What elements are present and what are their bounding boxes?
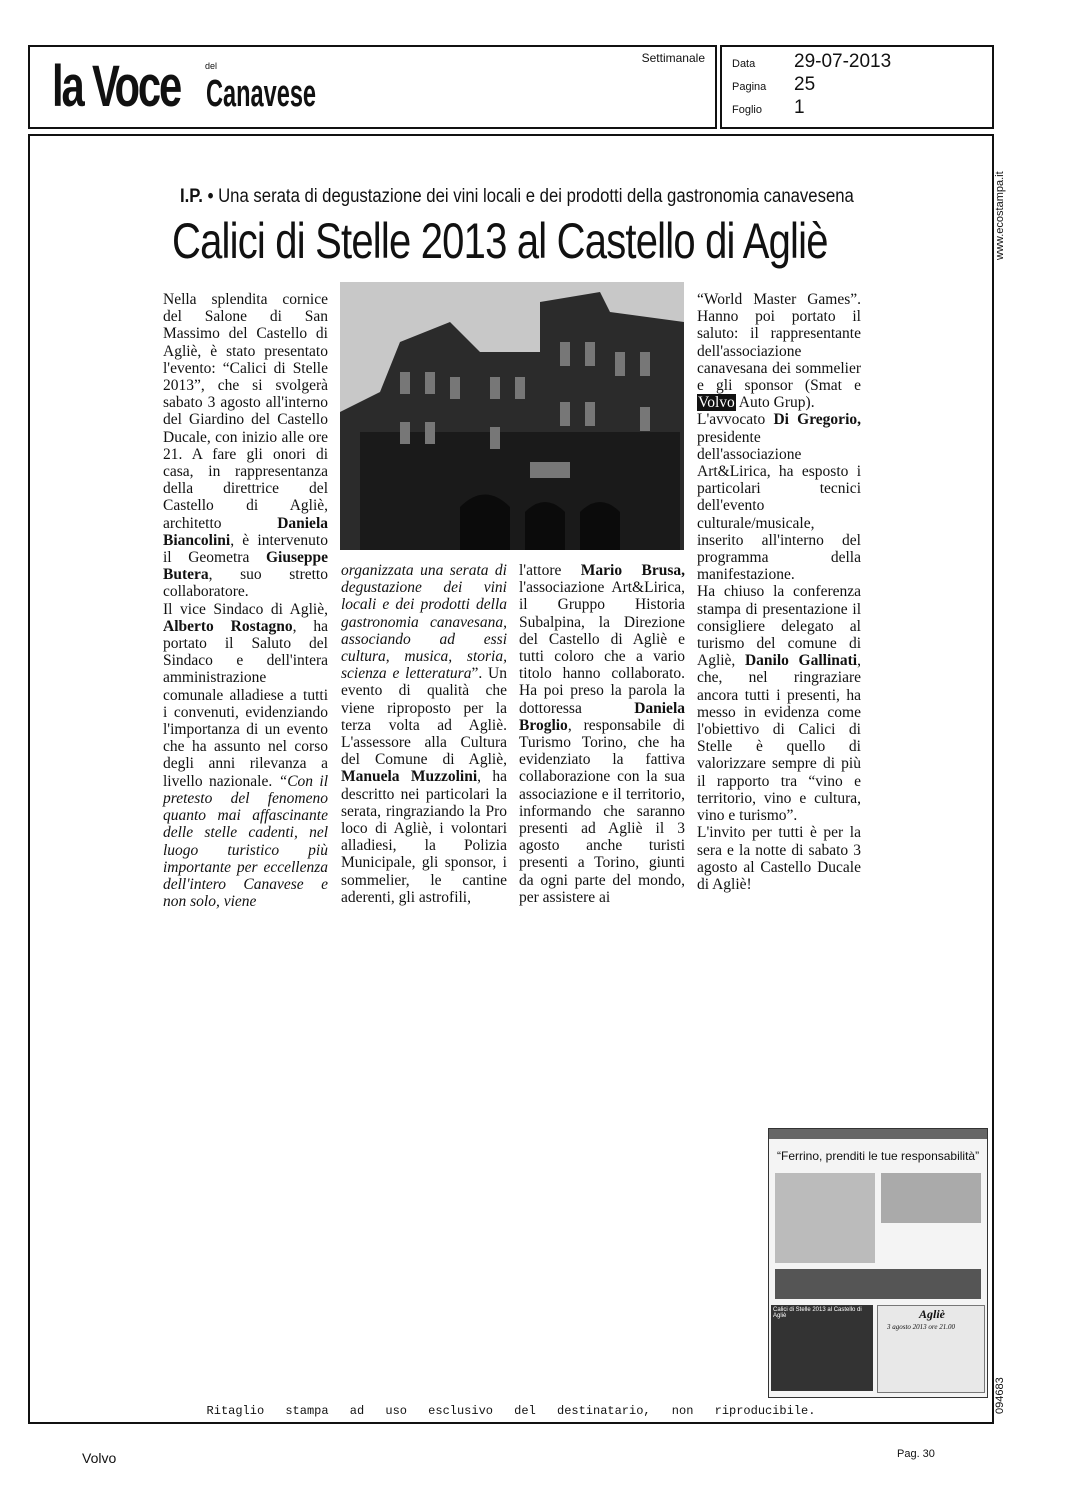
col1-text-a: Nella splendita cornice del Salone di San Massimo del Castello di Agliè, è stato presentato l'evento: “Calici di Stelle 2013”, che si svolgerà sabato 3 agosto all'interno del Giardino del Castello Ducale, con inizio alle ore 21. A fare gli onori di casa, in rappresentanza della direttrice del Castello di Agliè, architetto [163, 291, 328, 532]
meta-date-row [732, 51, 891, 73]
meta-sheet-row [732, 97, 805, 119]
col1-name-rostagno: Alberto Rostagno [163, 617, 293, 635]
kicker-text: Una serata di degustazione dei vini locali e dei prodotti della gastronomia canavesena [218, 186, 854, 207]
col1-text-e: , ha portato il Saluto del Sindaco e dell'intera amministrazione comunale alladiese a tutti i convenuti, evidenziando l'importanza di un evento che ha assunto nel corso degli anni rilevanza a livello nazionale. [163, 617, 328, 790]
article-column-3 [519, 562, 685, 906]
col1-name-butera: Giuseppe Butera [163, 549, 328, 584]
meta-sheet-value: 1 [794, 97, 805, 118]
col1-text-c: , suo stretto collaboratore. [163, 566, 328, 601]
meta-page-row [732, 74, 815, 96]
meta-date-label: Data [732, 58, 756, 70]
side-website-text: www.ecostampa.it [994, 171, 1006, 260]
article-column-4 [697, 291, 861, 893]
meta-box [720, 45, 994, 129]
col3-paragraph [519, 562, 685, 906]
side-code-text: 094683 [994, 1377, 1006, 1414]
periodicity-label: Settimanale [641, 51, 705, 65]
side-code [994, 1358, 1014, 1414]
col3-text-c: , responsabile di Turismo Torino, che ha evidenziato la fattiva collaborazione con la sua associazione e il territorio, informando che saranno presenti ad Agliè il 3 agosto anche turisti presenti a Torino, giunti da ogni parte del mondo, per assistere ai [519, 716, 685, 906]
page-brand: Volvo [82, 1450, 117, 1466]
thumb-caption: Calici di Stelle 2013 al Castello di Agliè [773, 1307, 862, 1319]
thumb-article-block [881, 1173, 981, 1223]
col4-paragraph-3 [697, 583, 861, 824]
col4-text-f: , che, nel ringraziare ancora tutti i presenti, ha messo in evidenza come l'obiettivo di Calici di Stelle è quello di valorizzare sempre di più il rapporto tra “vino e territorio, vino e cultura, vino e turismo”. [697, 652, 861, 825]
meta-page-value: 25 [794, 74, 816, 95]
col1-text-b: , è intervenuto il Geometra [163, 531, 328, 567]
col1-paragraph-2 [163, 601, 328, 911]
col2-quote: organizzata una serata di degustazione dei vini locali e dei prodotti della gastronomia canavesana, associando ad essi cultura, musica, storia, scienza e letteratura [341, 562, 507, 683]
col3-name-brusa: Mario Brusa, [580, 562, 686, 579]
col4-paragraph-1 [697, 291, 861, 411]
meta-sheet-label: Foglio [732, 104, 762, 116]
col1-name-biancolini: Daniela Biancolini [163, 514, 328, 549]
page-number: Pag. 30 [897, 1448, 935, 1460]
masthead-subtitle: Canavese [206, 73, 317, 115]
castle-photo [340, 282, 684, 550]
col1-paragraph-1 [163, 291, 328, 601]
col4-text-a: “World Master Games”. Hanno poi portato il saluto: il rappresentante dell'associazione canavesana dei sommelier e gli sponsor (Smat e [697, 291, 861, 395]
masthead-box [28, 45, 717, 129]
castle-photo-image [340, 282, 684, 550]
article-column-2 [341, 562, 507, 906]
col4-text-e: Ha chiuso la conferenza stampa di presentazione il consigliere delegato al turismo del comune di Agliè, [697, 583, 861, 670]
article-headline: Calici di Stelle 2013 al Castello di Agliè [172, 213, 828, 269]
meta-page-label: Pagina [732, 81, 767, 93]
masthead-title: la Voce [52, 54, 181, 119]
thumb-topbar [769, 1129, 987, 1139]
side-website [994, 140, 1014, 260]
col4-paragraph-2 [697, 411, 861, 583]
col3-text-b: l'associazione Art&Lirica, il Gruppo Historia Subalpina, la Direzione del Castello di Agliè e tutti coloro che a vario titolo hanno collaborato. Ha poi preso la parola la dottoressa [519, 579, 685, 717]
col4-name-digregorio: Di Gregorio, [773, 411, 861, 429]
col4-text-c: L'avvocato [697, 411, 766, 429]
article-column-1 [163, 291, 328, 910]
col4-text-d: presidente dell'associazione Art&Lirica, ha esposto i particolari tecnici dell'evento culturale/musicale, inserito all'interno del programma della manifestazione. [697, 428, 861, 584]
thumb-article-block [775, 1173, 875, 1263]
masthead-del: del [205, 61, 218, 71]
col1-quote: “Con il pretesto del fenomeno quanto mai affascinante delle stelle cadenti, nel luogo turistico più importante per eccellenza dell'intero Canavese e non solo, viene [163, 772, 328, 911]
thumb-photo-block [775, 1269, 981, 1299]
article-kicker [180, 186, 854, 208]
thumb-headline: “Ferrino, prenditi le tue responsabilità” [777, 1149, 980, 1163]
col4-paragraph-4: L'invito per tutti è per la sera e la notte di sabato 3 agosto al Castello Ducale di Agliè! [697, 824, 861, 893]
col3-name-broglio: Daniela Broglio [519, 699, 685, 734]
col1-text-d: Il vice Sindaco di Agliè, [163, 600, 328, 618]
kicker-prefix: I.P. • [180, 186, 214, 207]
col3-text-a: l'attore [519, 562, 562, 579]
col2-paragraph [341, 562, 507, 906]
thumb-ad-title: Agliè [919, 1307, 945, 1321]
col4-name-gallinati: Danilo Gallinati [744, 652, 858, 670]
reproduction-notice: Ritaglio stampa ad uso esclusivo del destinatario, non riproducibile. [206, 1404, 816, 1418]
thumb-ad-date: 3 agosto 2013 ore 21.00 [887, 1323, 955, 1331]
volvo-highlight: Volvo [698, 394, 735, 412]
col2-text-a: ”. Un evento di qualità che viene riproposto per la terza volta ad Agliè. L'assessore alla Cultura del Comune di Agliè, [341, 665, 507, 769]
col4-text-b: Auto Grup). [738, 394, 815, 412]
page-thumbnail [768, 1128, 988, 1398]
meta-date-value: 29-07-2013 [794, 51, 892, 72]
col2-text-b: , ha descritto nei particolari la serata, ringraziando la Pro loco di Agliè, i volontari alladiesi, la Polizia Municipale, gli sponsor, i sommelier, le cantine aderenti, gli astrofili, [341, 768, 507, 906]
col2-name-muzzolini: Manuela Muzzolini [341, 768, 478, 786]
